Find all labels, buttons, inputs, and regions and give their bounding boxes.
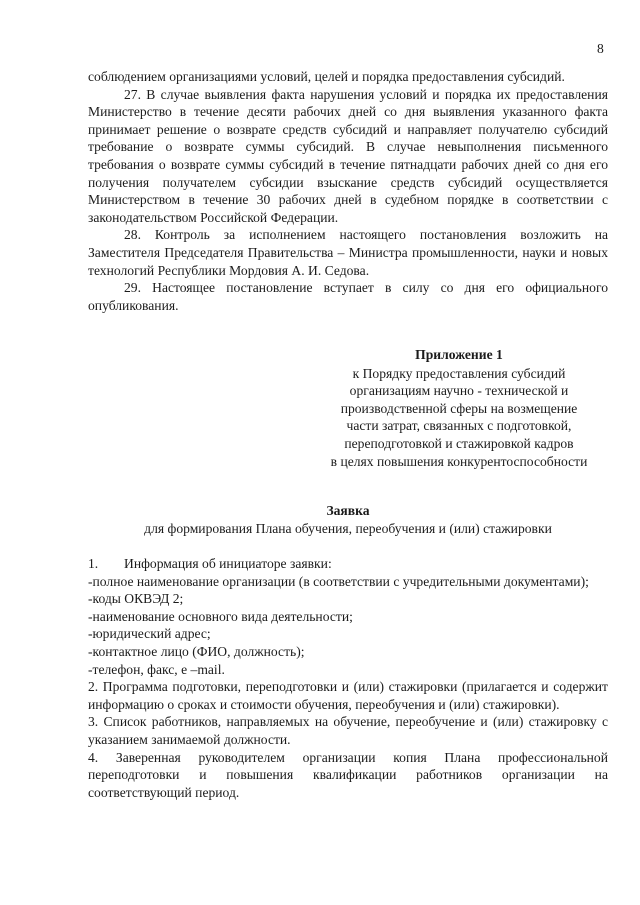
appendix-line: к Порядку предоставления субсидий xyxy=(352,365,566,381)
paragraph-27: 27. В случае выявления факта нарушения условий и порядка их предоставления Министерство в течение десяти рабочих дней со дня выявления указанного факта принимает решение о возврате средств субсидий и направляет получателю субсидий требование о возврате суммы субсидий. В случае невыполнения письменного требования о возврате суммы субсидий в течение пятнадцати рабочих дней со дня его получения получателем субсидии взыскание средств субсидий осуществляется Министерством в течение 30 рабочих дней в судебном порядке в соответствии с законодательством Российской Федерации. xyxy=(88,86,608,225)
list-item-1-line: -полное наименование организации (в соответствии с учредительными документами); xyxy=(88,573,589,589)
list-item-1-number: 1. xyxy=(88,556,99,571)
list-item-1-line: -коды ОКВЭД 2; xyxy=(88,591,184,607)
application-list xyxy=(88,555,608,801)
list-item-1-text: Информация об инициаторе заявки: xyxy=(124,556,332,571)
application-title: Заявка xyxy=(326,503,370,518)
list-item-2: 2. Программа подготовки, переподготовки и (или) стажировки (прилагается и содержит информацию о сроках и стоимости обучения, переобучения и (или) стажировки). xyxy=(88,679,608,712)
page-number: 8 xyxy=(597,41,604,56)
appendix-line: организациям научно - технической и xyxy=(349,383,569,399)
list-item-1-line: -контактное лицо (ФИО, должность); xyxy=(88,643,305,659)
list-item-3: 3. Список работников, направляемых на обучение, переобучение и (или) стажировку с указанием занимаемой должности. xyxy=(88,714,608,747)
appendix-line: переподготовкой и стажировкой кадров xyxy=(344,435,574,451)
body-text xyxy=(88,68,608,314)
list-item-1-line: -телефон, факс, e –mail. xyxy=(88,661,225,677)
appendix-heading: Приложение 1 xyxy=(415,347,503,362)
list-item-4: 4. Заверенная руководителем организации копия Плана профессиональной переподготовки и повышения квалификации работников организации на соответствующий период. xyxy=(88,749,608,800)
appendix-line: производственной сферы на возмещение xyxy=(340,400,578,416)
appendix-line: части затрат, связанных с подготовкой, xyxy=(346,418,572,434)
appendix-block xyxy=(300,346,618,470)
list-item-1-line: -юридический адрес; xyxy=(88,626,211,642)
application-title-block xyxy=(88,502,608,537)
application-subtitle: для формирования Плана обучения, переобучения и (или) стажировки xyxy=(144,520,552,536)
paragraph-continuation: соблюдением организациями условий, целей и порядка предоставления субсидий. xyxy=(88,69,565,84)
appendix-line: в целях повышения конкурентоспособности xyxy=(330,453,588,469)
paragraph-28: 28. Контроль за исполнением настоящего постановления возложить на Заместителя Председателя Правительства – Министра промышленности, науки и новых технологий Республики Мордовия А. И. Седова. xyxy=(88,227,608,278)
list-item-1-line: -наименование основного вида деятельности; xyxy=(88,608,353,624)
list-item-1-heading xyxy=(88,555,608,573)
paragraph-29: 29. Настоящее постановление вступает в силу со дня его официального опубликования. xyxy=(88,280,608,313)
